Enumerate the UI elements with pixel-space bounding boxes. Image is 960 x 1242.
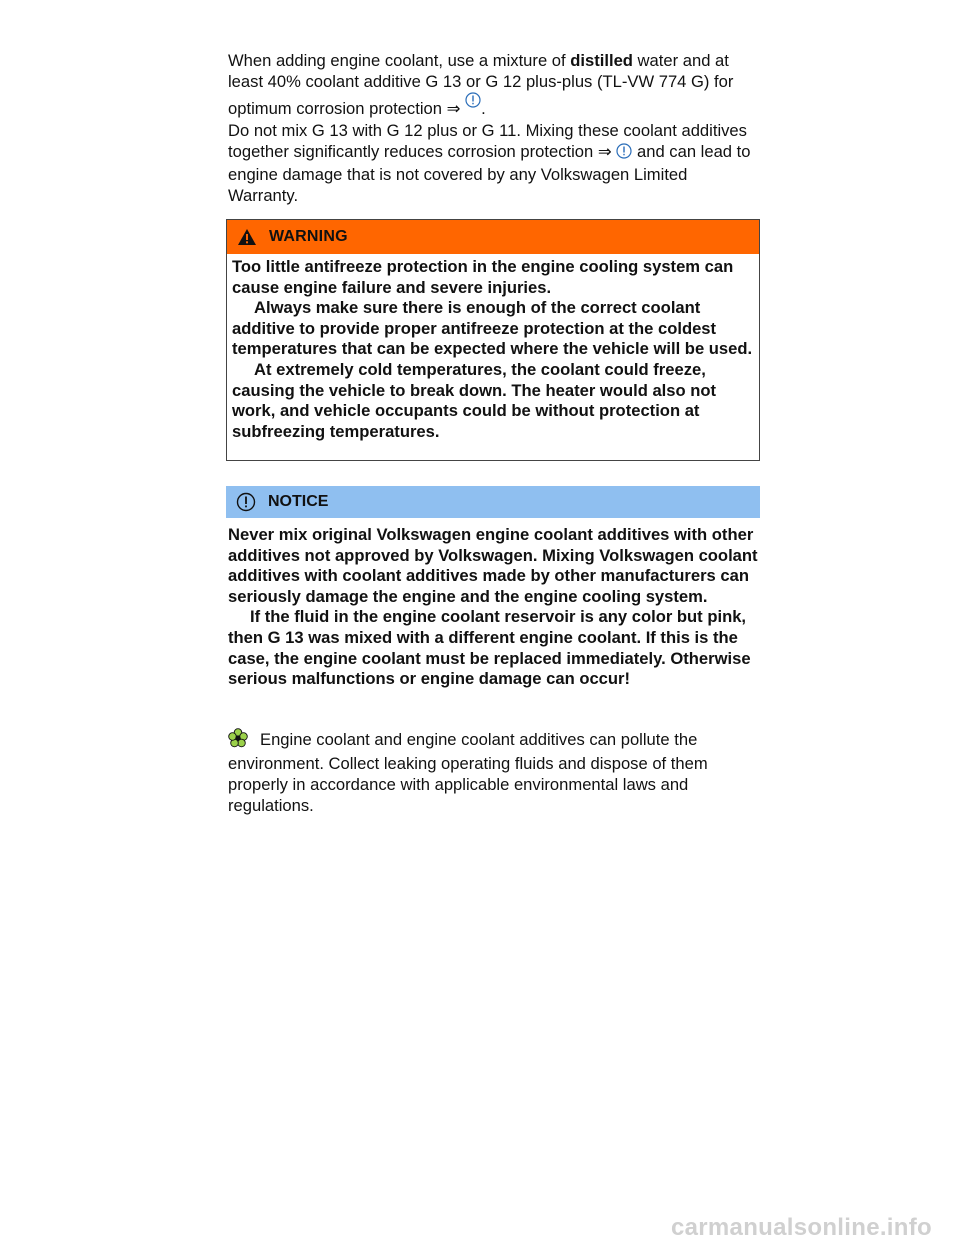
warning-intro: Too little antifreeze protection in the engine cooling system can cause engine failure and severe injuries. bbox=[232, 257, 734, 297]
warning-triangle-icon bbox=[237, 228, 257, 246]
warning-item: Always make sure there is enough of the correct coolant additive to provide proper antifreeze protection at the coldest temperatures that can be expected where the vehicle will be used. bbox=[232, 298, 753, 359]
para1-bold-word: distilled bbox=[570, 51, 633, 70]
para2-text-end: and can lead to engine damage that is not covered by any Volkswagen Limited Warranty. bbox=[228, 142, 751, 205]
notice-intro: Never mix original Volkswagen engine coolant additives with other additives not approved by Volkswagen. Mixing Volkswagen coolant additives with coolant additives made by other manufacturers can seriously damage the engine and the engine cooling system. bbox=[228, 525, 758, 606]
environment-note bbox=[228, 728, 762, 816]
warning-box bbox=[226, 219, 760, 461]
watermark: carmanualsonline.info bbox=[670, 1214, 932, 1241]
notice-ref-icon[interactable] bbox=[616, 143, 632, 164]
para2-text-start: Do not mix G 13 with G 12 plus or G 11. Mixing these coolant additives together significantly reduces corrosion protection ⇒ bbox=[228, 121, 747, 161]
notice-exclamation-icon bbox=[236, 492, 256, 512]
environment-text: Engine coolant and engine coolant additives can pollute the environment. Collect leaking operating fluids and dispose of them properly in accordance with applicable environmental laws and regulations. bbox=[228, 730, 708, 815]
notice-ref-icon[interactable] bbox=[465, 92, 481, 113]
notice-body bbox=[228, 525, 762, 690]
paragraph-do-not-mix bbox=[228, 120, 762, 206]
para1-text-start: When adding engine coolant, use a mixture of bbox=[228, 51, 571, 70]
paragraph-coolant-mixture bbox=[228, 50, 762, 119]
warning-item: At extremely cold temperatures, the coolant could freeze, causing the vehicle to break down. The heater would also not work, and vehicle occupants could be without protection at subfreezing temperatures. bbox=[232, 359, 717, 441]
environment-flower-icon bbox=[228, 728, 248, 753]
notice-title: NOTICE bbox=[268, 493, 329, 510]
para1-text-middle: water and at least 40% coolant additive G 13 or G 12 plus-plus (TL-VW 774 G) for optimum corrosion protection ⇒ bbox=[228, 51, 734, 118]
warning-header bbox=[227, 220, 759, 254]
para1-text-end: . bbox=[481, 99, 486, 118]
warning-body bbox=[227, 254, 759, 442]
warning-title: WARNING bbox=[269, 228, 348, 245]
notice-item: If the fluid in the engine coolant reservoir is any color but pink, then G 13 was mixed with a different engine coolant. If this is the case, the engine coolant must be replaced immediately. Otherwise serious malfunctions or engine damage can occur! bbox=[228, 607, 751, 689]
notice-header bbox=[226, 486, 760, 518]
